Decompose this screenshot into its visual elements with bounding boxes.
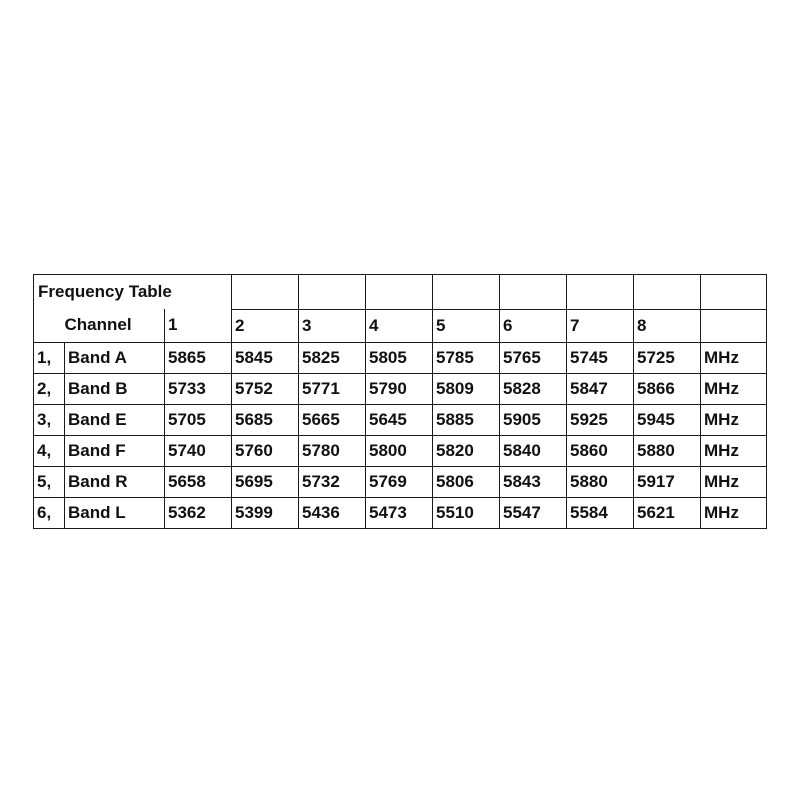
frequency-cell: 5399 bbox=[232, 497, 299, 528]
frequency-cell: 5843 bbox=[500, 466, 567, 497]
frequency-cell: 5885 bbox=[433, 404, 500, 435]
header-row bbox=[34, 309, 767, 342]
empty-cell bbox=[701, 275, 767, 310]
frequency-cell: 5866 bbox=[634, 373, 701, 404]
frequency-cell: 5752 bbox=[232, 373, 299, 404]
frequency-cell: 5925 bbox=[567, 404, 634, 435]
band-name: Band B bbox=[65, 373, 165, 404]
frequency-cell: 5800 bbox=[366, 435, 433, 466]
band-name: Band F bbox=[65, 435, 165, 466]
table-row bbox=[34, 404, 767, 435]
frequency-cell: 5828 bbox=[500, 373, 567, 404]
empty-cell bbox=[701, 309, 767, 342]
frequency-cell: 5820 bbox=[433, 435, 500, 466]
frequency-cell: 5732 bbox=[299, 466, 366, 497]
frequency-cell: 5825 bbox=[299, 342, 366, 373]
band-name: Band R bbox=[65, 466, 165, 497]
unit-cell: MHz bbox=[701, 342, 767, 373]
row-index: 1, bbox=[34, 342, 65, 373]
unit-cell: MHz bbox=[701, 435, 767, 466]
frequency-cell: 5705 bbox=[165, 404, 232, 435]
frequency-cell: 5905 bbox=[500, 404, 567, 435]
table-row bbox=[34, 497, 767, 528]
band-name: Band E bbox=[65, 404, 165, 435]
frequency-cell: 5945 bbox=[634, 404, 701, 435]
band-name: Band A bbox=[65, 342, 165, 373]
frequency-cell: 5510 bbox=[433, 497, 500, 528]
row-index: 5, bbox=[34, 466, 65, 497]
unit-cell: MHz bbox=[701, 373, 767, 404]
frequency-cell: 5547 bbox=[500, 497, 567, 528]
band-name: Band L bbox=[65, 497, 165, 528]
frequency-cell: 5860 bbox=[567, 435, 634, 466]
frequency-cell: 5725 bbox=[634, 342, 701, 373]
frequency-cell: 5745 bbox=[567, 342, 634, 373]
channel-header: Channel bbox=[65, 309, 165, 342]
channel-number-header: 5 bbox=[433, 309, 500, 342]
channel-number-header: 1 bbox=[165, 309, 232, 342]
title-row bbox=[34, 275, 767, 310]
frequency-cell: 5769 bbox=[366, 466, 433, 497]
frequency-cell: 5865 bbox=[165, 342, 232, 373]
empty-cell bbox=[299, 275, 366, 310]
frequency-cell: 5685 bbox=[232, 404, 299, 435]
frequency-cell: 5880 bbox=[634, 435, 701, 466]
channel-number-header: 4 bbox=[366, 309, 433, 342]
frequency-cell: 5845 bbox=[232, 342, 299, 373]
empty-cell bbox=[232, 275, 299, 310]
frequency-cell: 5809 bbox=[433, 373, 500, 404]
row-index: 6, bbox=[34, 497, 65, 528]
row-index: 4, bbox=[34, 435, 65, 466]
frequency-cell: 5917 bbox=[634, 466, 701, 497]
frequency-cell: 5760 bbox=[232, 435, 299, 466]
frequency-cell: 5806 bbox=[433, 466, 500, 497]
frequency-cell: 5473 bbox=[366, 497, 433, 528]
channel-number-header: 6 bbox=[500, 309, 567, 342]
channel-number-header: 7 bbox=[567, 309, 634, 342]
frequency-cell: 5621 bbox=[634, 497, 701, 528]
frequency-cell: 5665 bbox=[299, 404, 366, 435]
row-index: 2, bbox=[34, 373, 65, 404]
empty-cell bbox=[433, 275, 500, 310]
frequency-cell: 5785 bbox=[433, 342, 500, 373]
frequency-cell: 5780 bbox=[299, 435, 366, 466]
channel-number-header: 2 bbox=[232, 309, 299, 342]
frequency-cell: 5645 bbox=[366, 404, 433, 435]
frequency-cell: 5658 bbox=[165, 466, 232, 497]
frequency-cell: 5740 bbox=[165, 435, 232, 466]
channel-number-header: 3 bbox=[299, 309, 366, 342]
frequency-cell: 5880 bbox=[567, 466, 634, 497]
table-row bbox=[34, 373, 767, 404]
frequency-cell: 5362 bbox=[165, 497, 232, 528]
table-row bbox=[34, 435, 767, 466]
table-row bbox=[34, 466, 767, 497]
unit-cell: MHz bbox=[701, 497, 767, 528]
frequency-cell: 5584 bbox=[567, 497, 634, 528]
frequency-cell: 5695 bbox=[232, 466, 299, 497]
empty-cell bbox=[34, 309, 65, 342]
channel-number-header: 8 bbox=[634, 309, 701, 342]
empty-cell bbox=[500, 275, 567, 310]
unit-cell: MHz bbox=[701, 404, 767, 435]
table-title: Frequency Table bbox=[34, 275, 232, 310]
frequency-cell: 5805 bbox=[366, 342, 433, 373]
unit-cell: MHz bbox=[701, 466, 767, 497]
empty-cell bbox=[366, 275, 433, 310]
row-index: 3, bbox=[34, 404, 65, 435]
frequency-cell: 5840 bbox=[500, 435, 567, 466]
table-body bbox=[34, 275, 767, 529]
empty-cell bbox=[634, 275, 701, 310]
frequency-cell: 5847 bbox=[567, 373, 634, 404]
frequency-table bbox=[33, 274, 767, 529]
frequency-cell: 5790 bbox=[366, 373, 433, 404]
table-row bbox=[34, 342, 767, 373]
frequency-cell: 5436 bbox=[299, 497, 366, 528]
frequency-cell: 5733 bbox=[165, 373, 232, 404]
frequency-cell: 5771 bbox=[299, 373, 366, 404]
frequency-cell: 5765 bbox=[500, 342, 567, 373]
empty-cell bbox=[567, 275, 634, 310]
